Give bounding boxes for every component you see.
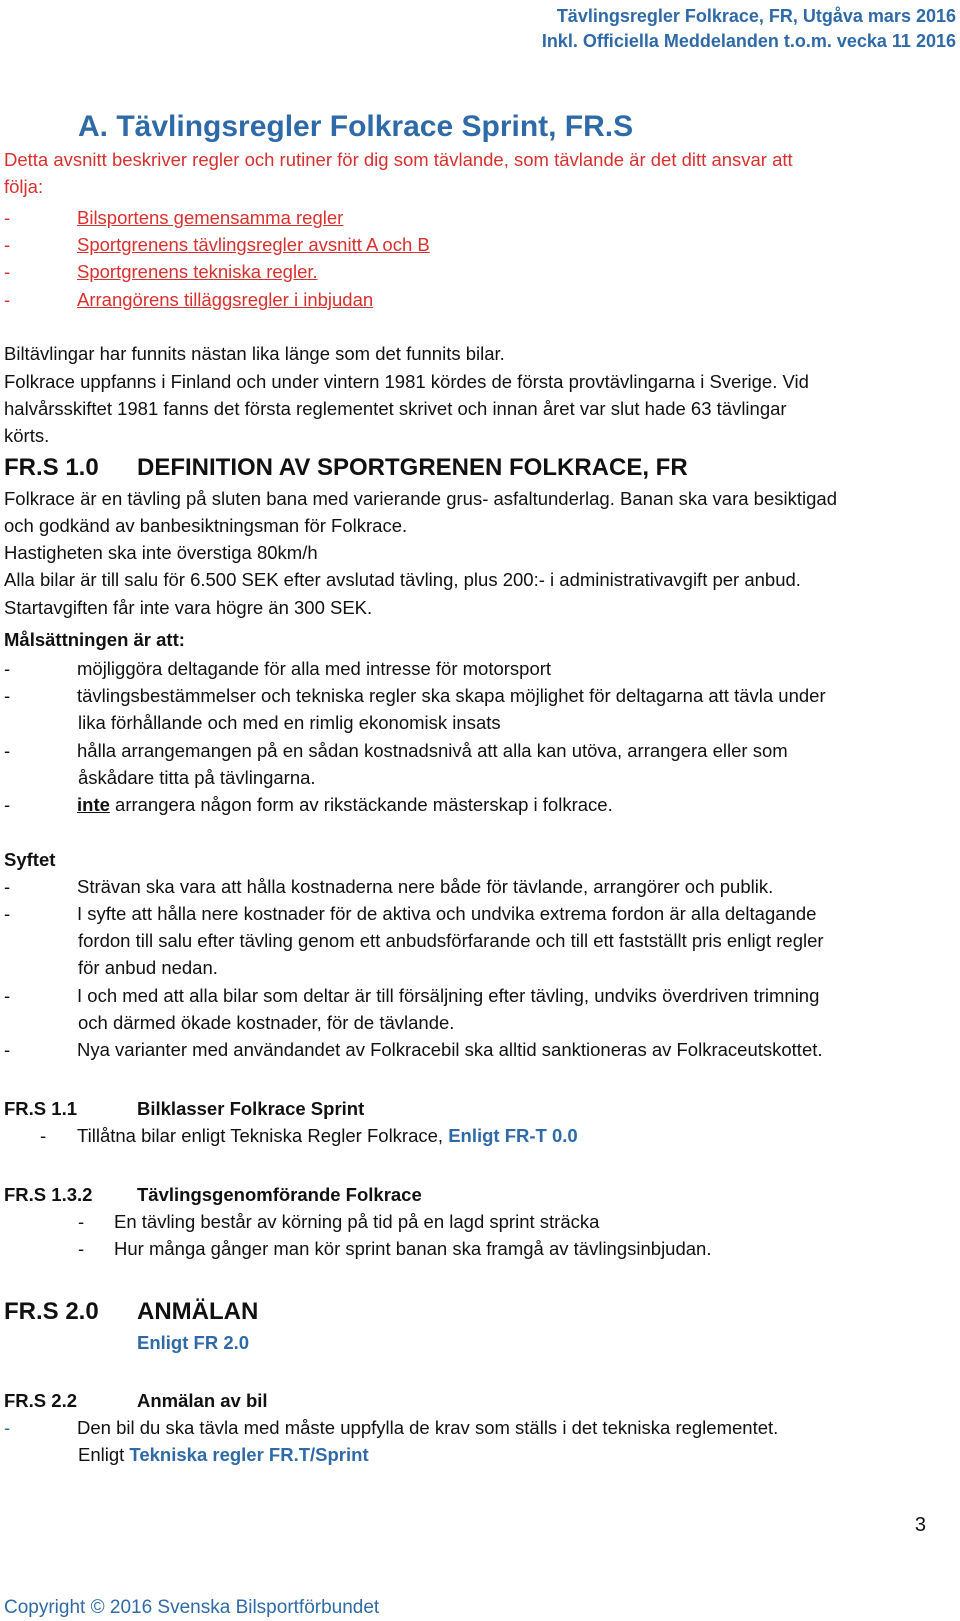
list-item: - Strävan ska vara att hålla kostnaderna nere både för tävlande, arrangörer och publik. xyxy=(4,876,774,897)
definition-text: och godkänd av banbesiktningsman för Folkrace. xyxy=(4,515,408,536)
page-header xyxy=(542,4,956,54)
list-item: - Den bil du ska tävla med måste uppfylla de krav som ställs i det tekniska reglementet. xyxy=(4,1417,779,1438)
reference-link[interactable]: Enligt FR 2.0 xyxy=(137,1332,250,1353)
section-heading: ANMÄLAN xyxy=(137,1298,259,1325)
list-item-cont: Enligt Tekniska regler FR.T/Sprint xyxy=(78,1444,369,1465)
section-heading: DEFINITION AV SPORTGRENEN FOLKRACE, FR xyxy=(137,454,688,481)
history-text: halvårsskiftet 1981 fanns det första reglementet skrivet och innan året var slut hade 63 tävlingar xyxy=(4,398,787,419)
section-heading: Tävlingsgenomförande Folkrace xyxy=(137,1184,422,1205)
header-title: Tävlingsregler Folkrace, FR, Utgåva mars 2016 xyxy=(556,6,956,26)
list-item: - Nya varianter med användandet av Folkracebil ska alltid sanktioneras av Folkraceutskottet. xyxy=(4,1039,823,1060)
intro-link[interactable]: Sportgrenens tekniska regler. xyxy=(77,261,318,282)
section-heading: Anmälan av bil xyxy=(137,1390,268,1411)
intro-link-item[interactable]: - Arrangörens tilläggsregler i inbjudan xyxy=(4,289,374,310)
definition-text: Folkrace är en tävling på sluten bana med varierande grus- asfaltunderlag. Banan ska vara besiktigad xyxy=(4,488,837,509)
list-item: - inte arrangera någon form av rikstäckande mästerskap i folkrace. xyxy=(4,794,613,815)
list-item-cont: för anbud nedan. xyxy=(78,957,218,978)
list-item: - En tävling består av körning på tid på en lagd sprint sträcka xyxy=(78,1211,600,1232)
page-number: 3 xyxy=(914,1514,926,1536)
history-text: Folkrace uppfanns i Finland och under vintern 1981 kördes de första provtävlingarna i Sverige. Vid xyxy=(4,371,809,392)
intro-link[interactable]: Bilsportens gemensamma regler xyxy=(77,207,344,228)
list-item-cont: och därmed ökade kostnader, för de tävlande. xyxy=(78,1012,455,1033)
section-number: FR.S 2.0 xyxy=(4,1298,99,1325)
list-item: - hålla arrangemangen på en sådan kostnadsnivå att alla kan utöva, arrangera eller som xyxy=(4,740,788,761)
list-item: - tävlingsbestämmelser och tekniska regler ska skapa möjlighet för deltagarna att tävla under xyxy=(4,685,826,706)
goals-heading: Målsättningen är att: xyxy=(4,629,185,650)
list-item-cont: lika förhållande och med en rimlig ekonomisk insats xyxy=(78,712,501,733)
list-item: - Tillåtna bilar enligt Tekniska Regler Folkrace, Enligt FR-T 0.0 xyxy=(4,1125,578,1146)
emphasis: inte xyxy=(77,794,110,815)
list-item-cont: fordon till salu efter tävling genom ett anbudsförfarande och till ett fastställt pris enligt regler xyxy=(78,930,824,951)
section-number: FR.S 1.0 xyxy=(4,454,99,481)
section-number: FR.S 1.3.2 xyxy=(4,1184,93,1205)
intro-link[interactable]: Sportgrenens tävlingsregler avsnitt A och B xyxy=(77,234,430,255)
list-item-cont: åskådare titta på tävlingarna. xyxy=(78,767,316,788)
list-item: - I syfte att hålla nere kostnader för de aktiva och undvika extrema fordon är alla deltagande xyxy=(4,903,817,924)
section-heading: Bilklasser Folkrace Sprint xyxy=(137,1098,365,1119)
intro-text-line2: följa: xyxy=(4,176,44,197)
intro-link-item[interactable]: - Bilsportens gemensamma regler xyxy=(4,207,344,228)
intro-link-item[interactable]: - Sportgrenens tävlingsregler avsnitt A och B xyxy=(4,234,430,255)
section-number: FR.S 2.2 xyxy=(4,1390,77,1411)
history-text: körts. xyxy=(4,425,50,446)
intro-link[interactable]: Arrangörens tilläggsregler i inbjudan xyxy=(77,289,374,310)
definition-text: Alla bilar är till salu för 6.500 SEK efter avslutad tävling, plus 200:- i administrativavgift per anbud. xyxy=(4,569,801,590)
list-item: - Hur många gånger man kör sprint banan ska framgå av tävlingsinbjudan. xyxy=(78,1238,712,1259)
intro-text-line1: Detta avsnitt beskriver regler och rutiner för dig som tävlande, som tävlande är det ditt ansvar att xyxy=(4,149,793,170)
purpose-heading: Syftet xyxy=(4,849,56,870)
definition-text: Startavgiften får inte vara högre än 300 SEK. xyxy=(4,597,373,618)
footer-copyright: Copyright © 2016 Svenska Bilsportförbundet xyxy=(4,1597,380,1618)
section-title: A. Tävlingsregler Folkrace Sprint, FR.S xyxy=(78,110,634,143)
history-text: Biltävlingar har funnits nästan lika länge som det funnits bilar. xyxy=(4,343,505,364)
list-item: - möjliggöra deltagande för alla med intresse för motorsport xyxy=(4,658,552,679)
reference-link[interactable]: Tekniska regler FR.T/Sprint xyxy=(129,1444,369,1465)
intro-link-item[interactable]: - Sportgrenens tekniska regler. xyxy=(4,261,318,282)
reference-link[interactable]: Enligt FR-T 0.0 xyxy=(448,1125,578,1146)
list-item: - I och med att alla bilar som deltar är till försäljning efter tävling, undviks överdriven trimning xyxy=(4,985,820,1006)
header-subtitle: Inkl. Officiella Meddelanden t.o.m. vecka 11 2016 xyxy=(541,31,956,51)
section-number: FR.S 1.1 xyxy=(4,1098,77,1119)
definition-text: Hastigheten ska inte överstiga 80km/h xyxy=(4,542,318,563)
